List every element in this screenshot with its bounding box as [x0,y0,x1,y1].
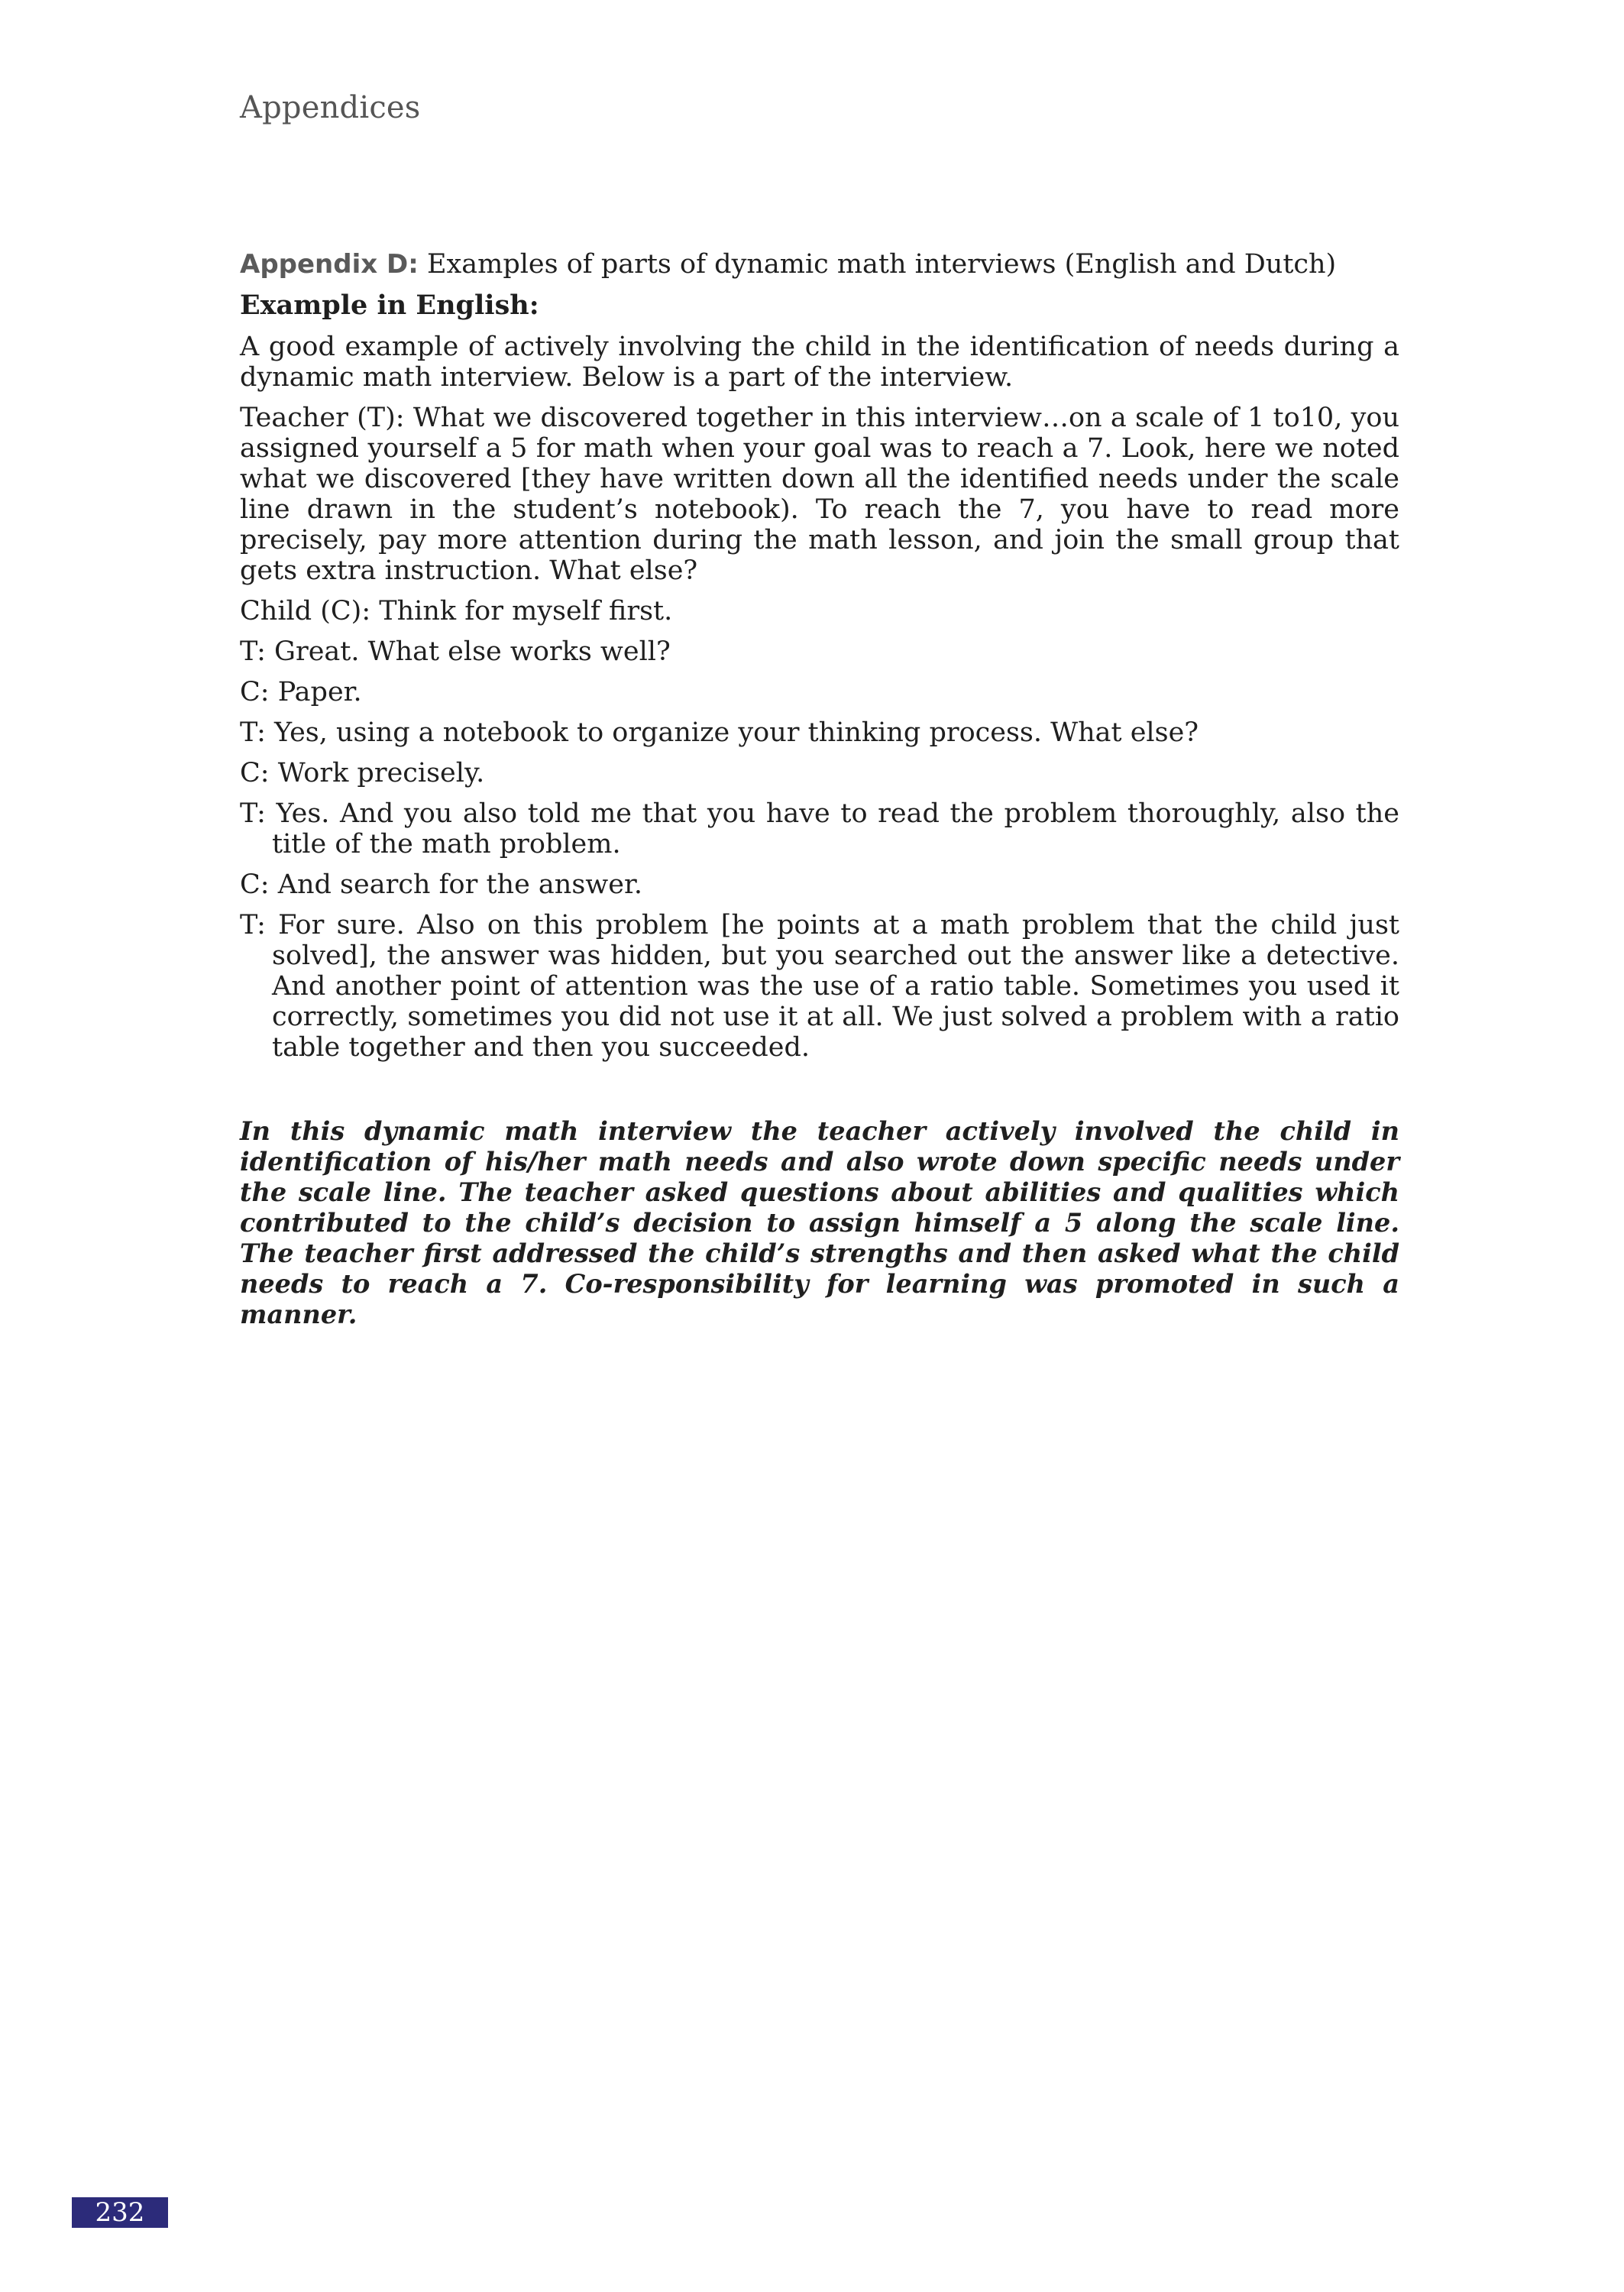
dialogue-child-line: Child (C): Think for myself first. [240,596,673,626]
dialogue-line: T: For sure. Also on this problem [he points at a math problem that the child just solved], the answer was hidden, but you searched out the answer like a detective. And another point of attention was the use of a ratio table. Sometimes you used it correctly, sometimes you did not use it at all. We just solved a problem with a ratio table together and then you succeeded. [240,910,1399,1063]
dialogue-line: C: Work precisely. [240,758,485,788]
dialogue-line: C: And search for the answer. [240,869,642,900]
dialogue-line: T: Yes, using a notebook to organize your thinking process. What else? [240,717,1199,748]
dialogue-teacher-opening: Teacher (T): What we discovered together in this interview…on a scale of 1 to10, you assigned yourself a 5 for math when your goal was to reach a 7. Look, here we noted what we discovered [they have written down all the identified needs under the scale line drawn in the student’s notebook). To reach the 7, you have to read more precisely, pay more attention during the math lesson, and join the small group that gets extra instruction. What else? [240,403,1399,586]
summary-paragraph: In this dynamic math interview the teacher actively involved the child in identification of his/her math needs and also wrote down specific needs under the scale line. The teacher asked questions about abilities and qualities which contributed to the child’s decision to assign himself a 5 along the scale line. The teacher first addressed the child’s strengths and then asked what the child needs to reach a 7. Co-responsibility for learning was promoted in such a manner. [240,1116,1399,1329]
section-subheading: Example in English: [240,290,539,321]
main-content [240,249,1399,1356]
appendix-label: Appendix D: [240,249,419,280]
dialogue-line: C: Paper. [240,677,362,707]
dialogue-line: T: Great. What else works well? [240,636,671,667]
intro-paragraph: A good example of actively involving the child in the identification of needs during a dynamic math interview. Below is a part of the interview. [240,332,1399,393]
appendix-title-text: Examples of parts of dynamic math interviews (English and Dutch) [418,249,1337,280]
page-number: 232 [72,2197,168,2228]
running-head: Appendices [240,90,421,125]
dialogue-line: T: Yes. And you also told me that you have to read the problem thoroughly, also the title of the math problem. [240,798,1399,860]
appendix-title [240,249,1399,280]
